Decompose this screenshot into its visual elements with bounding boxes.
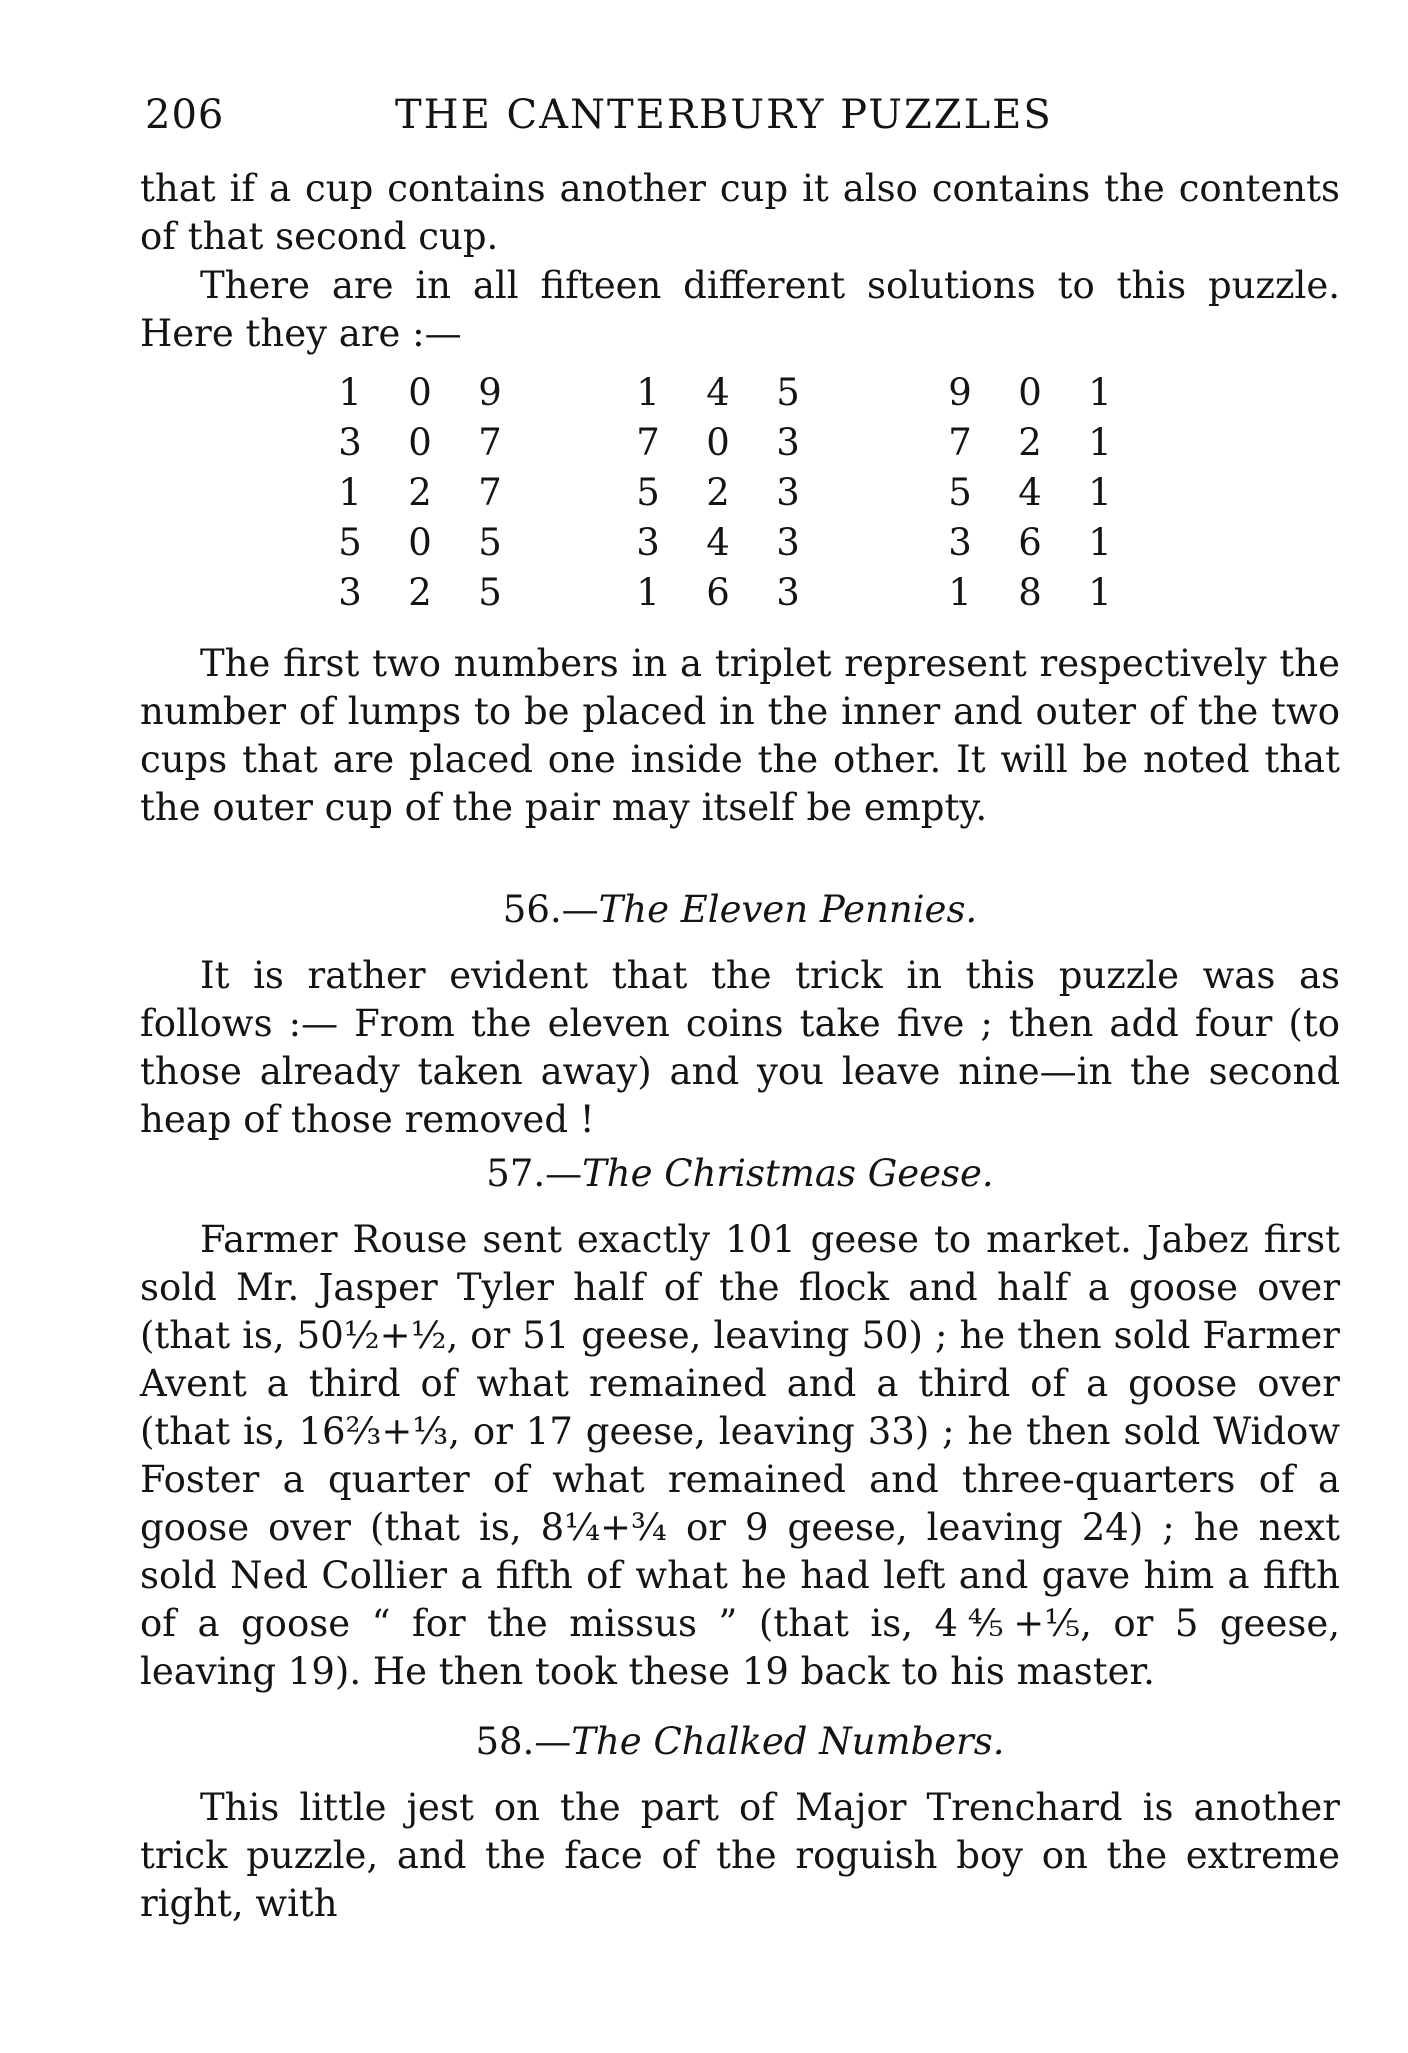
triplet-digit: 3: [776, 571, 800, 614]
triplet-digit: 1: [948, 571, 972, 614]
triplet-digit: 1: [1088, 571, 1112, 614]
triplet-digit: 6: [706, 571, 730, 614]
triplet-digit: 1: [1088, 421, 1112, 464]
triplet-digit: 3: [776, 521, 800, 564]
page-number: 206: [145, 92, 225, 138]
triplet-digit: 6: [1018, 521, 1042, 564]
book-title: THE CANTERBURY PUZZLES: [395, 92, 1053, 138]
triplet-digit: 3: [948, 521, 972, 564]
triplet-row: [330, 418, 510, 468]
triplet-digit: 3: [776, 421, 800, 464]
section-number: 58.—: [475, 1720, 572, 1763]
triplet-row: [940, 568, 1120, 618]
section-heading-58: [140, 1718, 1340, 1766]
triplet-row: [940, 418, 1120, 468]
solutions-column-1: [330, 368, 510, 618]
triplet-digit: 5: [338, 521, 362, 564]
triplet-digit: 0: [706, 421, 730, 464]
triplet-digit: 4: [1018, 471, 1042, 514]
paragraph-eleven-pennies: It is rather evident that the trick in this puzzle was as follows :— From the eleven coins take five ; then add four (to those already taken away) and you leave nine—in the second heap of those removed !: [140, 954, 1340, 1141]
triplet-digit: 3: [338, 421, 362, 464]
triplet-digit: 4: [706, 521, 730, 564]
triplet-row: [940, 468, 1120, 518]
triplet-digit: 1: [1088, 521, 1112, 564]
triplet-digit: 0: [1018, 371, 1042, 414]
triplet-row: [940, 368, 1120, 418]
triplet-digit: 4: [706, 371, 730, 414]
triplet-digit: 9: [948, 371, 972, 414]
section-title: The Chalked Numbers.: [571, 1720, 1005, 1763]
triplet-digit: 1: [1088, 471, 1112, 514]
triplet-digit: 8: [1018, 571, 1042, 614]
triplet-row: [628, 418, 808, 468]
running-head: [145, 92, 1335, 152]
triplet-digit: 7: [948, 421, 972, 464]
triplet-row: [628, 368, 808, 418]
triplet-row: [330, 368, 510, 418]
triplet-row: [330, 518, 510, 568]
triplet-digit: 2: [706, 471, 730, 514]
paragraph-continuation: that if a cup contains another cup it also contains the contents of that second cup.: [140, 167, 1340, 258]
triplet-digit: 5: [948, 471, 972, 514]
triplet-row: [330, 468, 510, 518]
triplet-digit: 3: [338, 571, 362, 614]
section-number: 56.—: [502, 888, 599, 931]
triplet-row: [628, 568, 808, 618]
triplet-digit: 1: [636, 371, 660, 414]
triplet-digit: 7: [478, 471, 502, 514]
section-number: 57.—: [486, 1152, 583, 1195]
triplet-digit: 2: [408, 471, 432, 514]
triplet-digit: 1: [1088, 371, 1112, 414]
triplet-digit: 3: [776, 471, 800, 514]
triplet-digit: 0: [408, 421, 432, 464]
solutions-column-3: [940, 368, 1120, 618]
triplet-digit: 2: [1018, 421, 1042, 464]
solutions-column-2: [628, 368, 808, 618]
triplet-digit: 5: [636, 471, 660, 514]
paragraph-christmas-geese: Farmer Rouse sent exactly 101 geese to market. Jabez first sold Mr. Jasper Tyler half of the flock and half a goose over (that is, 50½+½, or 51 geese, leaving 50) ; he then sold Farmer Avent a third of what remained and a third of a goose over (that is, 16⅔+⅓, or 17 geese, leaving 33) ; he then sold Widow Foster a quarter of what remained and three-quarters of a goose over (that is, 8¼+¾ or 9 geese, leaving 24) ; he next sold Ned Collier a fifth of what he had left and gave him a fifth of a goose “ for the missus ” (that is, 4⅘+⅕, or 5 geese, leaving 19). He then took these 19 back to his master.: [140, 1218, 1340, 1693]
section-title: The Eleven Pennies.: [598, 888, 978, 931]
triplet-digit: 5: [478, 571, 502, 614]
triplet-row: [628, 518, 808, 568]
triplet-digit: 7: [478, 421, 502, 464]
paragraph-triplet-explanation: The first two numbers in a triplet represent respectively the number of lumps to be placed in the inner and outer of the two cups that are placed one inside the other. It will be noted that the outer cup of the pair may itself be empty.: [140, 642, 1340, 829]
triplet-digit: 1: [636, 571, 660, 614]
paragraph-chalked-numbers: This little jest on the part of Major Trenchard is another trick puzzle, and the face of the roguish boy on the extreme right, with: [140, 1786, 1340, 1925]
section-heading-56: [140, 886, 1340, 934]
triplet-digit: 5: [776, 371, 800, 414]
triplet-digit: 0: [408, 521, 432, 564]
triplet-digit: 5: [478, 521, 502, 564]
triplet-row: [628, 468, 808, 518]
paragraph-solutions-intro: There are in all fifteen different solutions to this puzzle. Here they are :—: [140, 264, 1340, 355]
triplet-digit: 1: [338, 471, 362, 514]
triplet-row: [940, 518, 1120, 568]
triplet-digit: 9: [478, 371, 502, 414]
triplet-digit: 0: [408, 371, 432, 414]
section-heading-57: [140, 1150, 1340, 1198]
triplet-row: [330, 568, 510, 618]
triplet-digit: 7: [636, 421, 660, 464]
triplet-digit: 3: [636, 521, 660, 564]
triplet-digit: 2: [408, 571, 432, 614]
triplet-digit: 1: [338, 371, 362, 414]
section-title: The Christmas Geese.: [582, 1152, 994, 1195]
